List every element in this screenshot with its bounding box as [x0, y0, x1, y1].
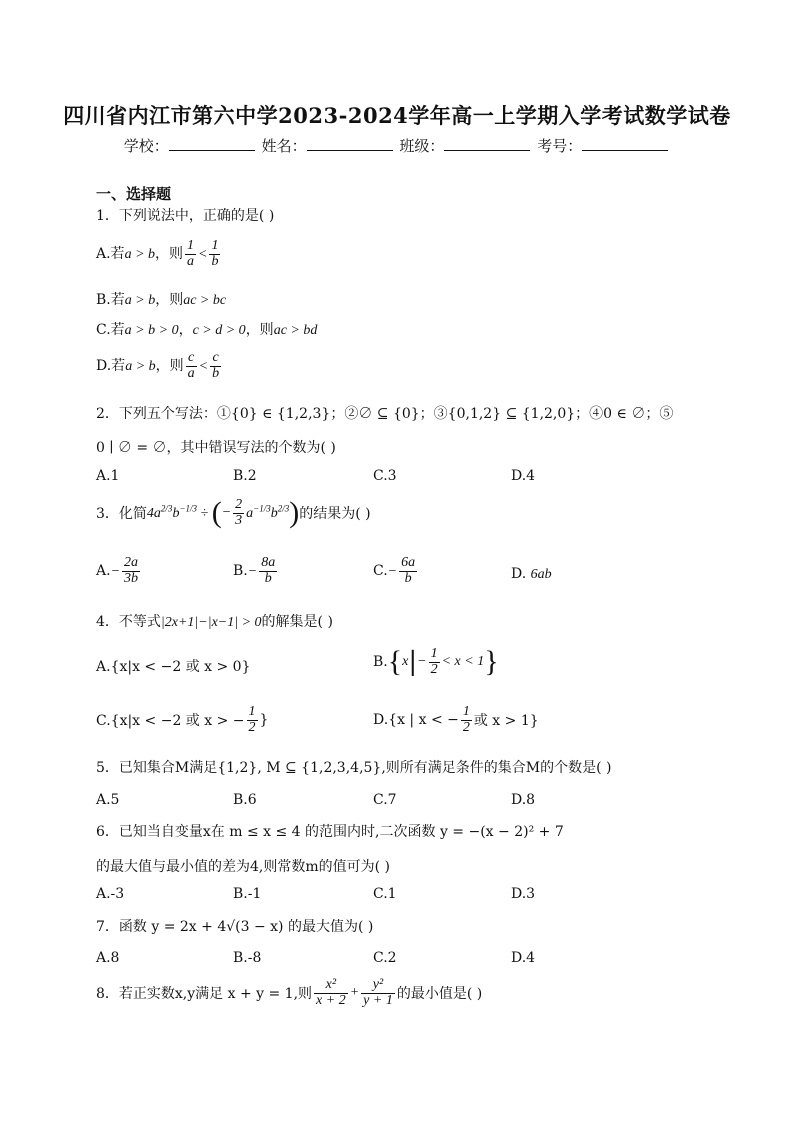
q1-b-expr: ac > bc: [183, 293, 227, 308]
q6-line-1: 6．已知当自变量x在 m ≤ x ≤ 4 的范围内时,二次函数 y = −(x − 2)² + 7: [96, 824, 564, 840]
q4-d-pre: D.{x | x < −: [373, 712, 459, 729]
q3-d-expr: 6ab: [530, 567, 552, 582]
q7-stem: 7．函数 y = 2x + 4√(3 − x) 的最大值为( ): [96, 919, 374, 935]
q4-d-post: 或 x > 1}: [473, 713, 539, 730]
q3-option-b: B.− $\frac{8a}{b}$: [233, 555, 276, 586]
q1-c-label: C.若: [96, 322, 125, 338]
number-label: 考号：: [537, 137, 583, 155]
q4-c-post: }: [259, 712, 269, 729]
q1-d-frac-2: $\frac{c}{b}$: [212, 350, 220, 381]
q3-d-label: D.: [511, 566, 527, 582]
class-blank[interactable]: [444, 138, 530, 151]
q3-paren-right: ): [289, 496, 300, 529]
q7-option-a: A.8: [96, 950, 120, 966]
q6-option-d: D.3: [511, 886, 536, 902]
q1-b-cond: a > b: [124, 293, 156, 308]
q2-option-b: B.2: [233, 468, 257, 484]
q4-option-b: B.{x|− $\frac{1}{2}$ < x < 1}: [373, 645, 499, 678]
q1-c-expr: ac > bd: [273, 323, 318, 338]
q7-option-d: D.4: [511, 950, 536, 966]
q2-line-2: 0 ∣ ∅ = ∅，其中错误写法的个数为( ): [96, 440, 336, 456]
q1-d-cond: a > b: [125, 359, 156, 375]
q3-frac: $\frac{2}{3}$: [235, 496, 243, 528]
q7-option-b: B.-8: [233, 950, 262, 966]
q1-d-label: D.若: [96, 358, 126, 375]
q3-b-label: B.: [233, 563, 248, 580]
q4-b-label: B.: [373, 654, 388, 670]
student-info-line: [0, 135, 794, 156]
q6-option-a: A.-3: [96, 886, 125, 902]
q1-a-cond: a > b: [124, 247, 156, 263]
q1-c-mid: ，: [178, 322, 193, 338]
q1-c-cond: a > b > 0: [124, 323, 179, 338]
q1-option-a: A.若a > b，则 $\frac{1}{a}$ < $\frac{1}{b}$: [96, 238, 219, 269]
q3-c-label: C.: [373, 563, 388, 580]
q1-b-mid: ，则: [155, 292, 184, 308]
q4-c-pre: C.{x|x < −2 或 x > −: [96, 713, 245, 730]
q1-a-label: A.若: [96, 246, 125, 263]
q1-a-frac-1: $\frac{1}{a}$: [187, 238, 195, 269]
q3-expr-1: $4a^{2/3}b^{-1/3}$ ÷: [146, 503, 212, 522]
q3-a-label: A.: [96, 563, 111, 580]
q8-stem-post: 的最小值是( ): [396, 986, 483, 1003]
q2-option-d: D.4: [511, 468, 536, 484]
q1-option-b: [96, 289, 226, 309]
school-label: 学校：: [123, 137, 169, 155]
q5-stem: 5．已知集合M满足{1,2}, M ⊆ {1,2,3,4,5},则所有满足条件的集合M的个数是( ): [96, 760, 612, 776]
q4-stem-post: 的解集是( ): [261, 614, 333, 630]
q3-stem-pre: 3．化简: [96, 506, 147, 522]
q3-option-c: C.− $\frac{6a}{b}$: [373, 555, 416, 586]
q1-stem: 1．下列说法中，正确的是( ): [96, 208, 275, 224]
q4-option-a: A.{x|x < −2 或 x > 0}: [96, 659, 251, 675]
q5-option-d: D.8: [511, 792, 536, 808]
q3-option-a: A.− $\frac{2a}{3b}$: [96, 555, 139, 586]
q3-paren-left: (: [211, 496, 222, 529]
q3-stem: 3．化简$4a^{2/3}b^{-1/3}$ ÷ (− $\frac{2}{3}$ $a^{-1/3}b^{2/3}$)的结果为( ): [96, 496, 371, 529]
class-label: 班级：: [399, 137, 445, 155]
number-blank[interactable]: [582, 138, 668, 151]
q1-c-mid2: ，则: [245, 322, 274, 338]
q8-frac-2: $\frac{\text{y²}}{y + 1}$: [363, 977, 393, 1008]
q3-stem-post: 的结果为( ): [299, 506, 371, 522]
name-label: 姓名：: [261, 137, 307, 155]
q4-stem: [96, 611, 333, 631]
q1-d-mid: ，则: [155, 358, 184, 375]
q1-a-mid: ，则: [155, 246, 184, 263]
q1-option-c: [96, 319, 317, 339]
q3-option-d: [511, 566, 552, 583]
q2-option-a: A.1: [96, 468, 120, 484]
q5-option-c: C.7: [373, 792, 397, 808]
q8-stem: 8．若正实数x,y满足 x + y = 1,则 $\frac{\text{x²}}{x + 2}$ + $\frac{\text{y²}}{y + 1}$ 的最小值是( ): [96, 977, 483, 1008]
q4-option-d: D.{x | x < − $\frac{1}{2}$ 或 x > 1}: [373, 704, 539, 735]
q2-line-1: 2．下列五个写法：①{0} ∈ {1,2,3}；②∅ ⊆ {0}；③{0,1,2} ⊆ {1,2,0}；④0 ∈ ∅；⑤: [96, 406, 674, 422]
q3-expr-2: $a^{-1/3}b^{2/3}$: [246, 503, 290, 522]
q8-frac-1: $\frac{\text{x²}}{x + 2}$: [316, 977, 346, 1008]
exam-title: 四川省内江市第六中学2023-2024学年高一上学期入学考试数学试卷: [63, 103, 731, 128]
q8-stem-pre: 8．若正实数x,y满足 x + y = 1,则: [96, 986, 313, 1003]
section-heading: 一、选择题: [96, 185, 172, 203]
q2-option-c: C.3: [373, 468, 397, 484]
q5-option-a: A.5: [96, 792, 120, 808]
q1-a-frac-2: $\frac{1}{b}$: [211, 238, 219, 269]
name-blank[interactable]: [307, 138, 393, 151]
school-blank[interactable]: [169, 138, 255, 151]
q6-line-2: 的最大值与最小值的差为4,则常数m的值可为( ): [96, 859, 391, 875]
q6-option-c: C.1: [373, 886, 397, 902]
q4-stem-pre: 4．不等式: [96, 614, 161, 630]
q1-c-cond2: c > d > 0: [192, 323, 246, 338]
q5-option-b: B.6: [233, 792, 257, 808]
q1-b-label: B.若: [96, 292, 125, 308]
q1-option-d: D.若a > b，则 $\frac{c}{a}$ < $\frac{c}{b}$: [96, 350, 220, 381]
q1-d-frac-1: $\frac{c}{a}$: [187, 350, 195, 381]
q4-option-c: C.{x|x < −2 或 x > − $\frac{1}{2}$ }: [96, 704, 269, 735]
q7-option-c: C.2: [373, 950, 397, 966]
q6-option-b: B.-1: [233, 886, 262, 902]
q4-stem-expr: |2x+1|−|x−1| > 0: [160, 615, 262, 630]
